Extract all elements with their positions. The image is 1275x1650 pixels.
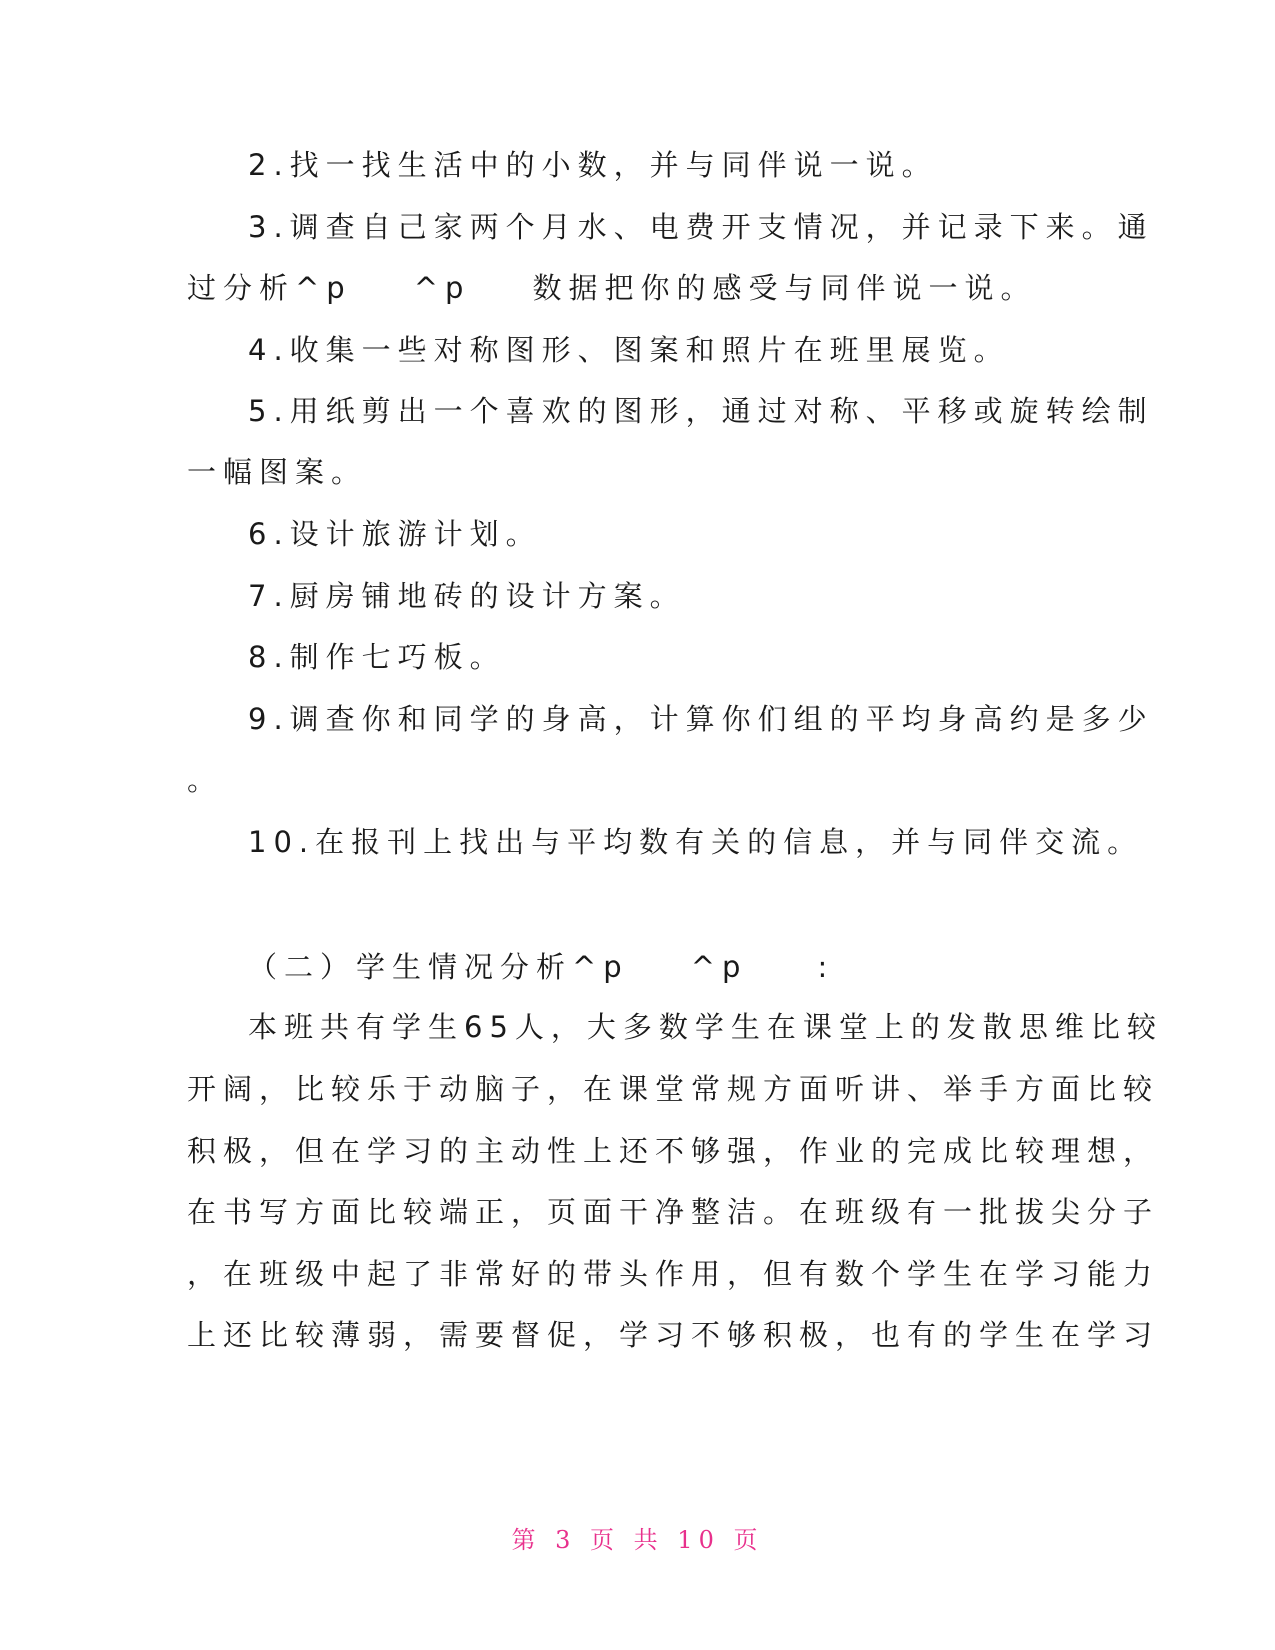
paragraph-line-5: ，在班级中起了非常好的带头作用，但有数个学生在学习能力 xyxy=(187,1257,1160,1291)
paragraph-line-2: 开阔，比较乐于动脑子，在课堂常规方面听讲、举手方面比较 xyxy=(187,1072,1160,1106)
paragraph-line-4: 在书写方面比较端正，页面干净整洁。在班级有一批拔尖分子 xyxy=(187,1195,1160,1229)
list-item-6: 6.设计旅游计划。 xyxy=(248,517,542,551)
list-item-5-line1: 5.用纸剪出一个喜欢的图形，通过对称、平移或旋转绘制 xyxy=(248,394,1154,428)
paragraph-line-3: 积极，但在学习的主动性上还不够强，作业的完成比较理想， xyxy=(187,1134,1160,1168)
page-footer: 第 3 页 共 10 页 xyxy=(511,1526,764,1554)
list-item-3-text-b: ^p xyxy=(413,271,471,305)
list-item-2: 2.找一找生活中的小数，并与同伴说一说。 xyxy=(248,148,938,182)
list-item-3-text-c: 数据把你的感受与同伴说一说。 xyxy=(532,271,1037,305)
paragraph-line-1: 本班共有学生65人，大多数学生在课堂上的发散思维比较 xyxy=(248,1010,1163,1044)
list-item-10: 10.在报刊上找出与平均数有关的信息，并与同伴交流。 xyxy=(248,825,1144,859)
list-item-3-text-a: 过分析^p xyxy=(187,271,352,305)
section-heading xyxy=(248,947,834,987)
section-heading-b: ^p xyxy=(690,950,748,984)
list-item-9-line2: 。 xyxy=(187,763,224,797)
section-heading-a: （二）学生情况分析^p xyxy=(248,950,629,984)
paragraph-line-6: 上还比较薄弱，需要督促，学习不够积极，也有的学生在学习 xyxy=(187,1318,1160,1352)
list-item-8: 8.制作七巧板。 xyxy=(248,640,506,674)
list-item-5-line2: 一幅图案。 xyxy=(187,455,368,489)
list-item-3-line2 xyxy=(187,268,1036,308)
list-item-4: 4.收集一些对称图形、图案和照片在班里展览。 xyxy=(248,333,1010,367)
list-item-7: 7.厨房铺地砖的设计方案。 xyxy=(248,579,686,613)
list-item-9-line1: 9.调查你和同学的身高，计算你们组的平均身高约是多少 xyxy=(248,702,1154,736)
section-heading-c: : xyxy=(817,950,835,984)
list-item-3-line1: 3.调查自己家两个月水、电费开支情况，并记录下来。通 xyxy=(248,210,1154,244)
